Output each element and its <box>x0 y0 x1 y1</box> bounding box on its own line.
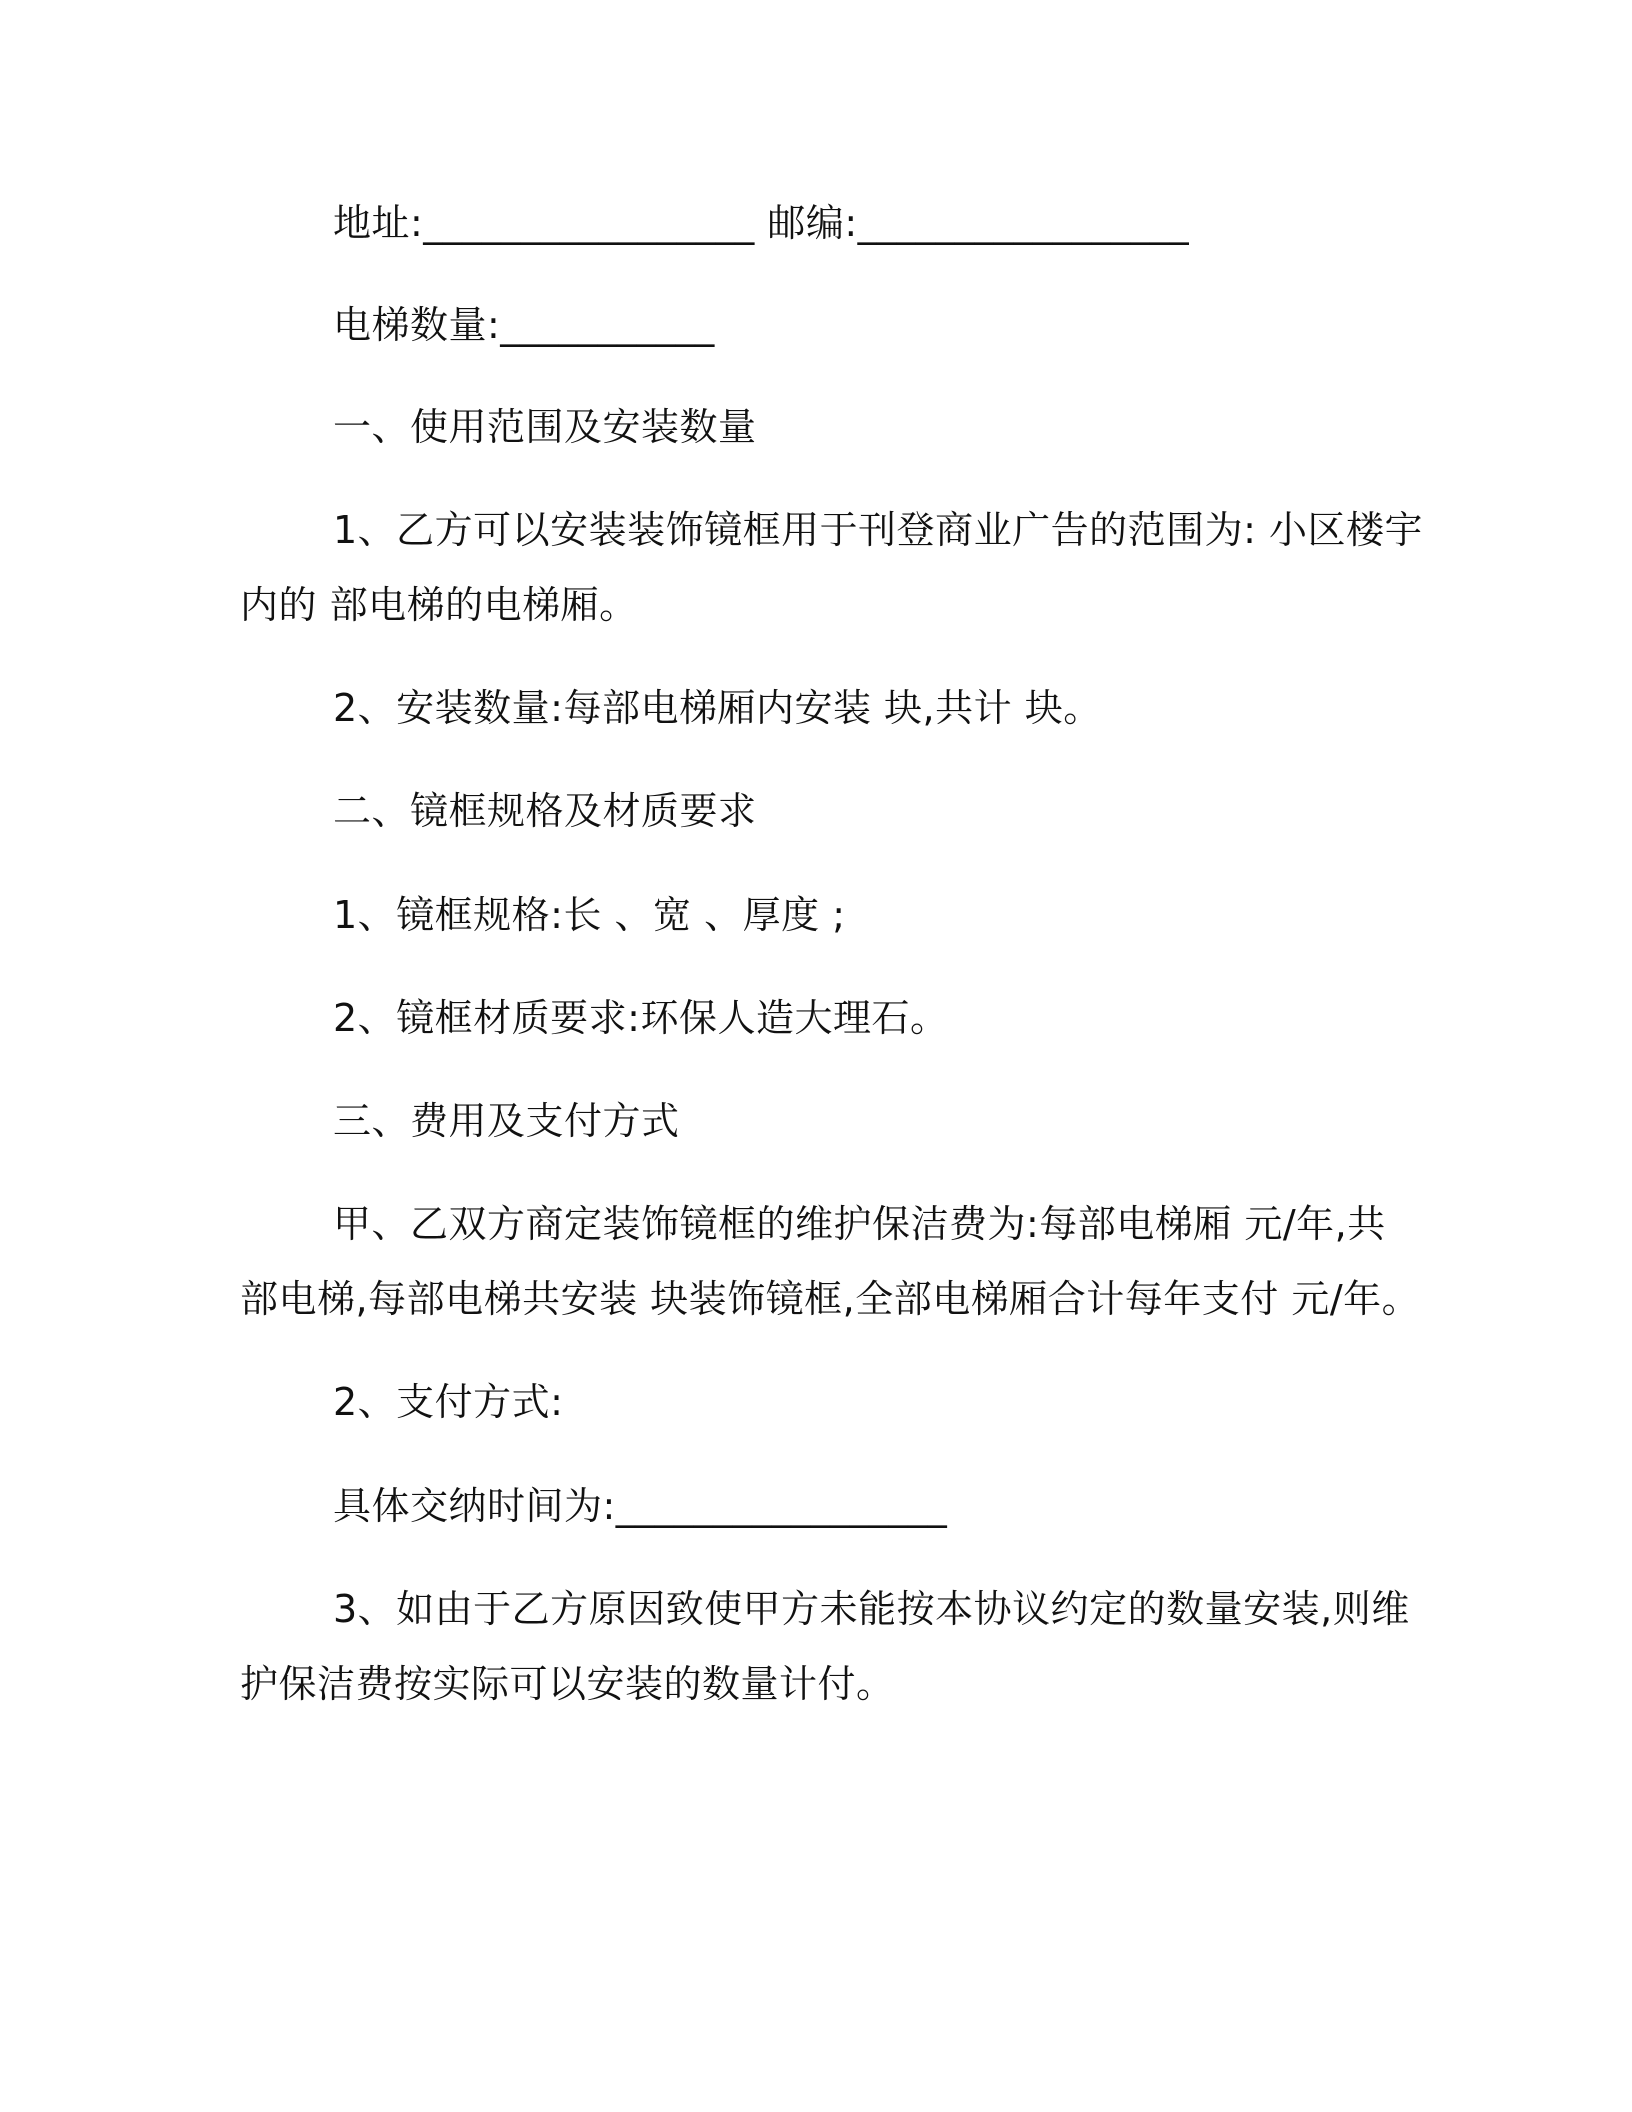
section-heading-2: 二、镜框规格及材质要求 <box>333 789 757 833</box>
paragraph-2-2: 2、镜框材质要求:环保人造大理石。 <box>333 996 949 1040</box>
paragraph-2-1: 1、镜框规格:长 、宽 、厚度 ; <box>333 893 846 937</box>
paragraph-3-2: 2、支付方式: <box>333 1380 564 1424</box>
payment-time-line: 具体交纳时间为:_________________ <box>333 1484 948 1528</box>
paragraph-1-1-line-2: 内的 部电梯的电梯厢。 <box>240 583 638 627</box>
paragraph-3-3-line-1: 3、如由于乙方原因致使甲方未能按本协议约定的数量安装,则维 <box>333 1587 1410 1631</box>
paragraph-3-1-line-1: 甲、乙双方商定装饰镜框的维护保洁费为:每部电梯厢 元/年,共 <box>333 1202 1386 1246</box>
paragraph-1-2: 2、安装数量:每部电梯厢内安装 块,共计 块。 <box>333 686 1102 730</box>
address-postcode-line: 地址:_________________ 邮编:_________________ <box>333 201 1190 245</box>
section-heading-1: 一、使用范围及安装数量 <box>333 405 757 449</box>
paragraph-3-3-line-2: 护保洁费按实际可以安装的数量计付。 <box>240 1662 895 1706</box>
paragraph-3-1-line-2: 部电梯,每部电梯共安装 块装饰镜框,全部电梯厢合计每年支付 元/年。 <box>240 1277 1421 1321</box>
paragraph-1-1-line-1: 1、乙方可以安装装饰镜框用于刊登商业广告的范围为: 小区楼宇 <box>333 508 1424 552</box>
elevator-count-line: 电梯数量:___________ <box>333 303 715 347</box>
section-heading-3: 三、费用及支付方式 <box>333 1099 680 1143</box>
